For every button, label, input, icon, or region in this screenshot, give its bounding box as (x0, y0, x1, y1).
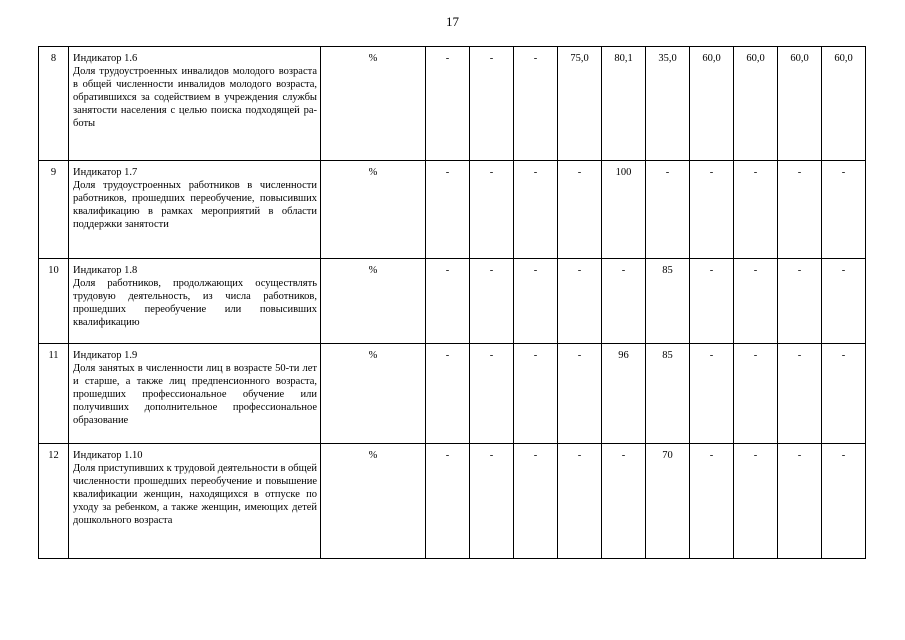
indicator-title: Индикатор 1.7 (73, 167, 138, 178)
indicator-title: Индикатор 1.6 (73, 53, 138, 64)
value-cell: - (470, 161, 514, 259)
value-cell: - (514, 344, 558, 444)
value-cell: - (426, 444, 470, 559)
row-number: 11 (39, 344, 69, 444)
value-cell: - (514, 47, 558, 161)
value-cell: - (558, 344, 602, 444)
value-cell: - (470, 344, 514, 444)
page-number: 17 (446, 14, 459, 29)
value-cell: - (514, 161, 558, 259)
value-cell: - (734, 344, 778, 444)
value-cell: 60,0 (734, 47, 778, 161)
value-cell: - (426, 161, 470, 259)
row-number: 8 (39, 47, 69, 161)
unit-cell: % (321, 47, 426, 161)
value-cell: - (426, 47, 470, 161)
value-cell: 60,0 (690, 47, 734, 161)
value-cell: 60,0 (822, 47, 866, 161)
row-number: 12 (39, 444, 69, 559)
value-cell: - (778, 344, 822, 444)
value-cell: - (734, 444, 778, 559)
indicator-title: Индикатор 1.9 (73, 350, 138, 361)
unit-cell: % (321, 259, 426, 344)
value-cell: - (778, 161, 822, 259)
value-cell: - (602, 259, 646, 344)
value-cell: 100 (602, 161, 646, 259)
value-cell: - (514, 444, 558, 559)
table-row (39, 161, 866, 259)
indicator-description (69, 47, 321, 161)
indicator-title: Индикатор 1.10 (73, 450, 143, 461)
table-row (39, 444, 866, 559)
value-cell: - (778, 444, 822, 559)
value-cell: - (690, 259, 734, 344)
indicator-description (69, 161, 321, 259)
value-cell: 60,0 (778, 47, 822, 161)
value-cell: - (514, 259, 558, 344)
table-row (39, 259, 866, 344)
value-cell: 96 (602, 344, 646, 444)
value-cell: - (822, 444, 866, 559)
value-cell: - (426, 259, 470, 344)
row-number: 10 (39, 259, 69, 344)
indicator-title: Индикатор 1.8 (73, 265, 138, 276)
value-cell: - (558, 259, 602, 344)
value-cell: - (822, 259, 866, 344)
indicator-text: Доля приступивших к трудовой деятельности в общей численности прошедших переобучение и повышение квалификации женщин, находящихся в отпуске по уходу за ребенком, а также женщин, имеющих детей дошкольного возраста (73, 463, 317, 526)
unit-cell: % (321, 444, 426, 559)
value-cell: - (646, 161, 690, 259)
indicator-text: Доля трудоустроенных работников в численности работников, прошедших переобучение, повысивших квалификацию в рамках мероприятий в области поддержки занятости (73, 180, 317, 230)
indicator-text: Доля трудоустроенных инвалидов молодого возраста в общей численности инвалидов молодого возраста, обратившихся за содействием в учреждения службы занятости населения с целью поиска подходящей работы (73, 66, 317, 129)
value-cell: - (558, 161, 602, 259)
value-cell: - (734, 259, 778, 344)
value-cell: - (778, 259, 822, 344)
value-cell: - (822, 161, 866, 259)
indicator-text: Доля занятых в численности лиц в возрасте 50-ти лет и старше, а также лиц предпенсионного возраста, прошедших профессиональное обучение или получивших дополнительное профессиональное образование (73, 363, 317, 426)
value-cell: - (690, 161, 734, 259)
indicator-text: Доля работников, продолжающих осуществлять трудовую деятельность, из числа работников, прошедших переобучение или повысивших квалификацию (73, 278, 317, 328)
value-cell: 35,0 (646, 47, 690, 161)
value-cell: - (558, 444, 602, 559)
value-cell: - (734, 161, 778, 259)
value-cell: - (470, 259, 514, 344)
value-cell: 80,1 (602, 47, 646, 161)
value-cell: - (602, 444, 646, 559)
table-row (39, 344, 866, 444)
value-cell: - (822, 344, 866, 444)
indicator-description (69, 259, 321, 344)
value-cell: - (690, 444, 734, 559)
value-cell: - (690, 344, 734, 444)
value-cell: - (426, 344, 470, 444)
value-cell: 75,0 (558, 47, 602, 161)
value-cell: 70 (646, 444, 690, 559)
value-cell: - (470, 47, 514, 161)
table-row (39, 47, 866, 161)
unit-cell: % (321, 344, 426, 444)
indicator-description (69, 344, 321, 444)
indicators-table (38, 46, 866, 559)
value-cell: 85 (646, 259, 690, 344)
value-cell: 85 (646, 344, 690, 444)
value-cell: - (470, 444, 514, 559)
row-number: 9 (39, 161, 69, 259)
unit-cell: % (321, 161, 426, 259)
indicator-description (69, 444, 321, 559)
